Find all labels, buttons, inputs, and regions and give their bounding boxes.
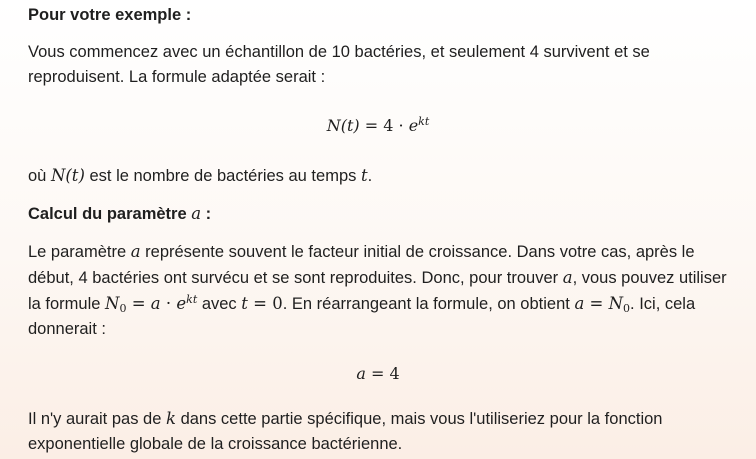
section-heading-parameter: Calcul du paramètre a : bbox=[28, 204, 212, 223]
formula-a-equals-4: a = 4 bbox=[356, 364, 400, 383]
inline-formula-t0: t = 0 bbox=[241, 294, 283, 313]
formula-growth: $N(t) = 4 \cdot e^{kt}$ bbox=[326, 115, 430, 135]
definition-paragraph: où N(t) est le nombre de bactéries au temps t. bbox=[28, 166, 373, 185]
section-heading-example: Pour votre exemple : bbox=[28, 6, 192, 24]
intro-paragraph: Vous commencez avec un échantillon de 10 bactéries, et seulement 4 survivent et se reproduisent. La formule adaptée serait : bbox=[28, 43, 650, 86]
parameter-paragraph: Le paramètre a représente souvent le facteur initial de croissance. Dans votre cas, après le début, 4 bactéries ont survécu et se sont reproduites. Donc, pour trouver a, vous pouvez utiliser la formule $N_0 = a \cdot e^{kt}$ avec t = 0. En réarrangeant la formule, on obtient $a = N_0$. Ici, cela donnerait : bbox=[28, 242, 727, 338]
inline-formula-n0: $N_0 = a \cdot e^{kt}$ bbox=[105, 293, 198, 315]
inline-formula-a-n0: $a = N_0$ bbox=[574, 294, 631, 315]
closing-paragraph: Il n'y aurait pas de k dans cette partie spécifique, mais vous l'utiliseriez pour la fonction exponentielle globale de la croissance bactérienne. bbox=[28, 409, 663, 453]
